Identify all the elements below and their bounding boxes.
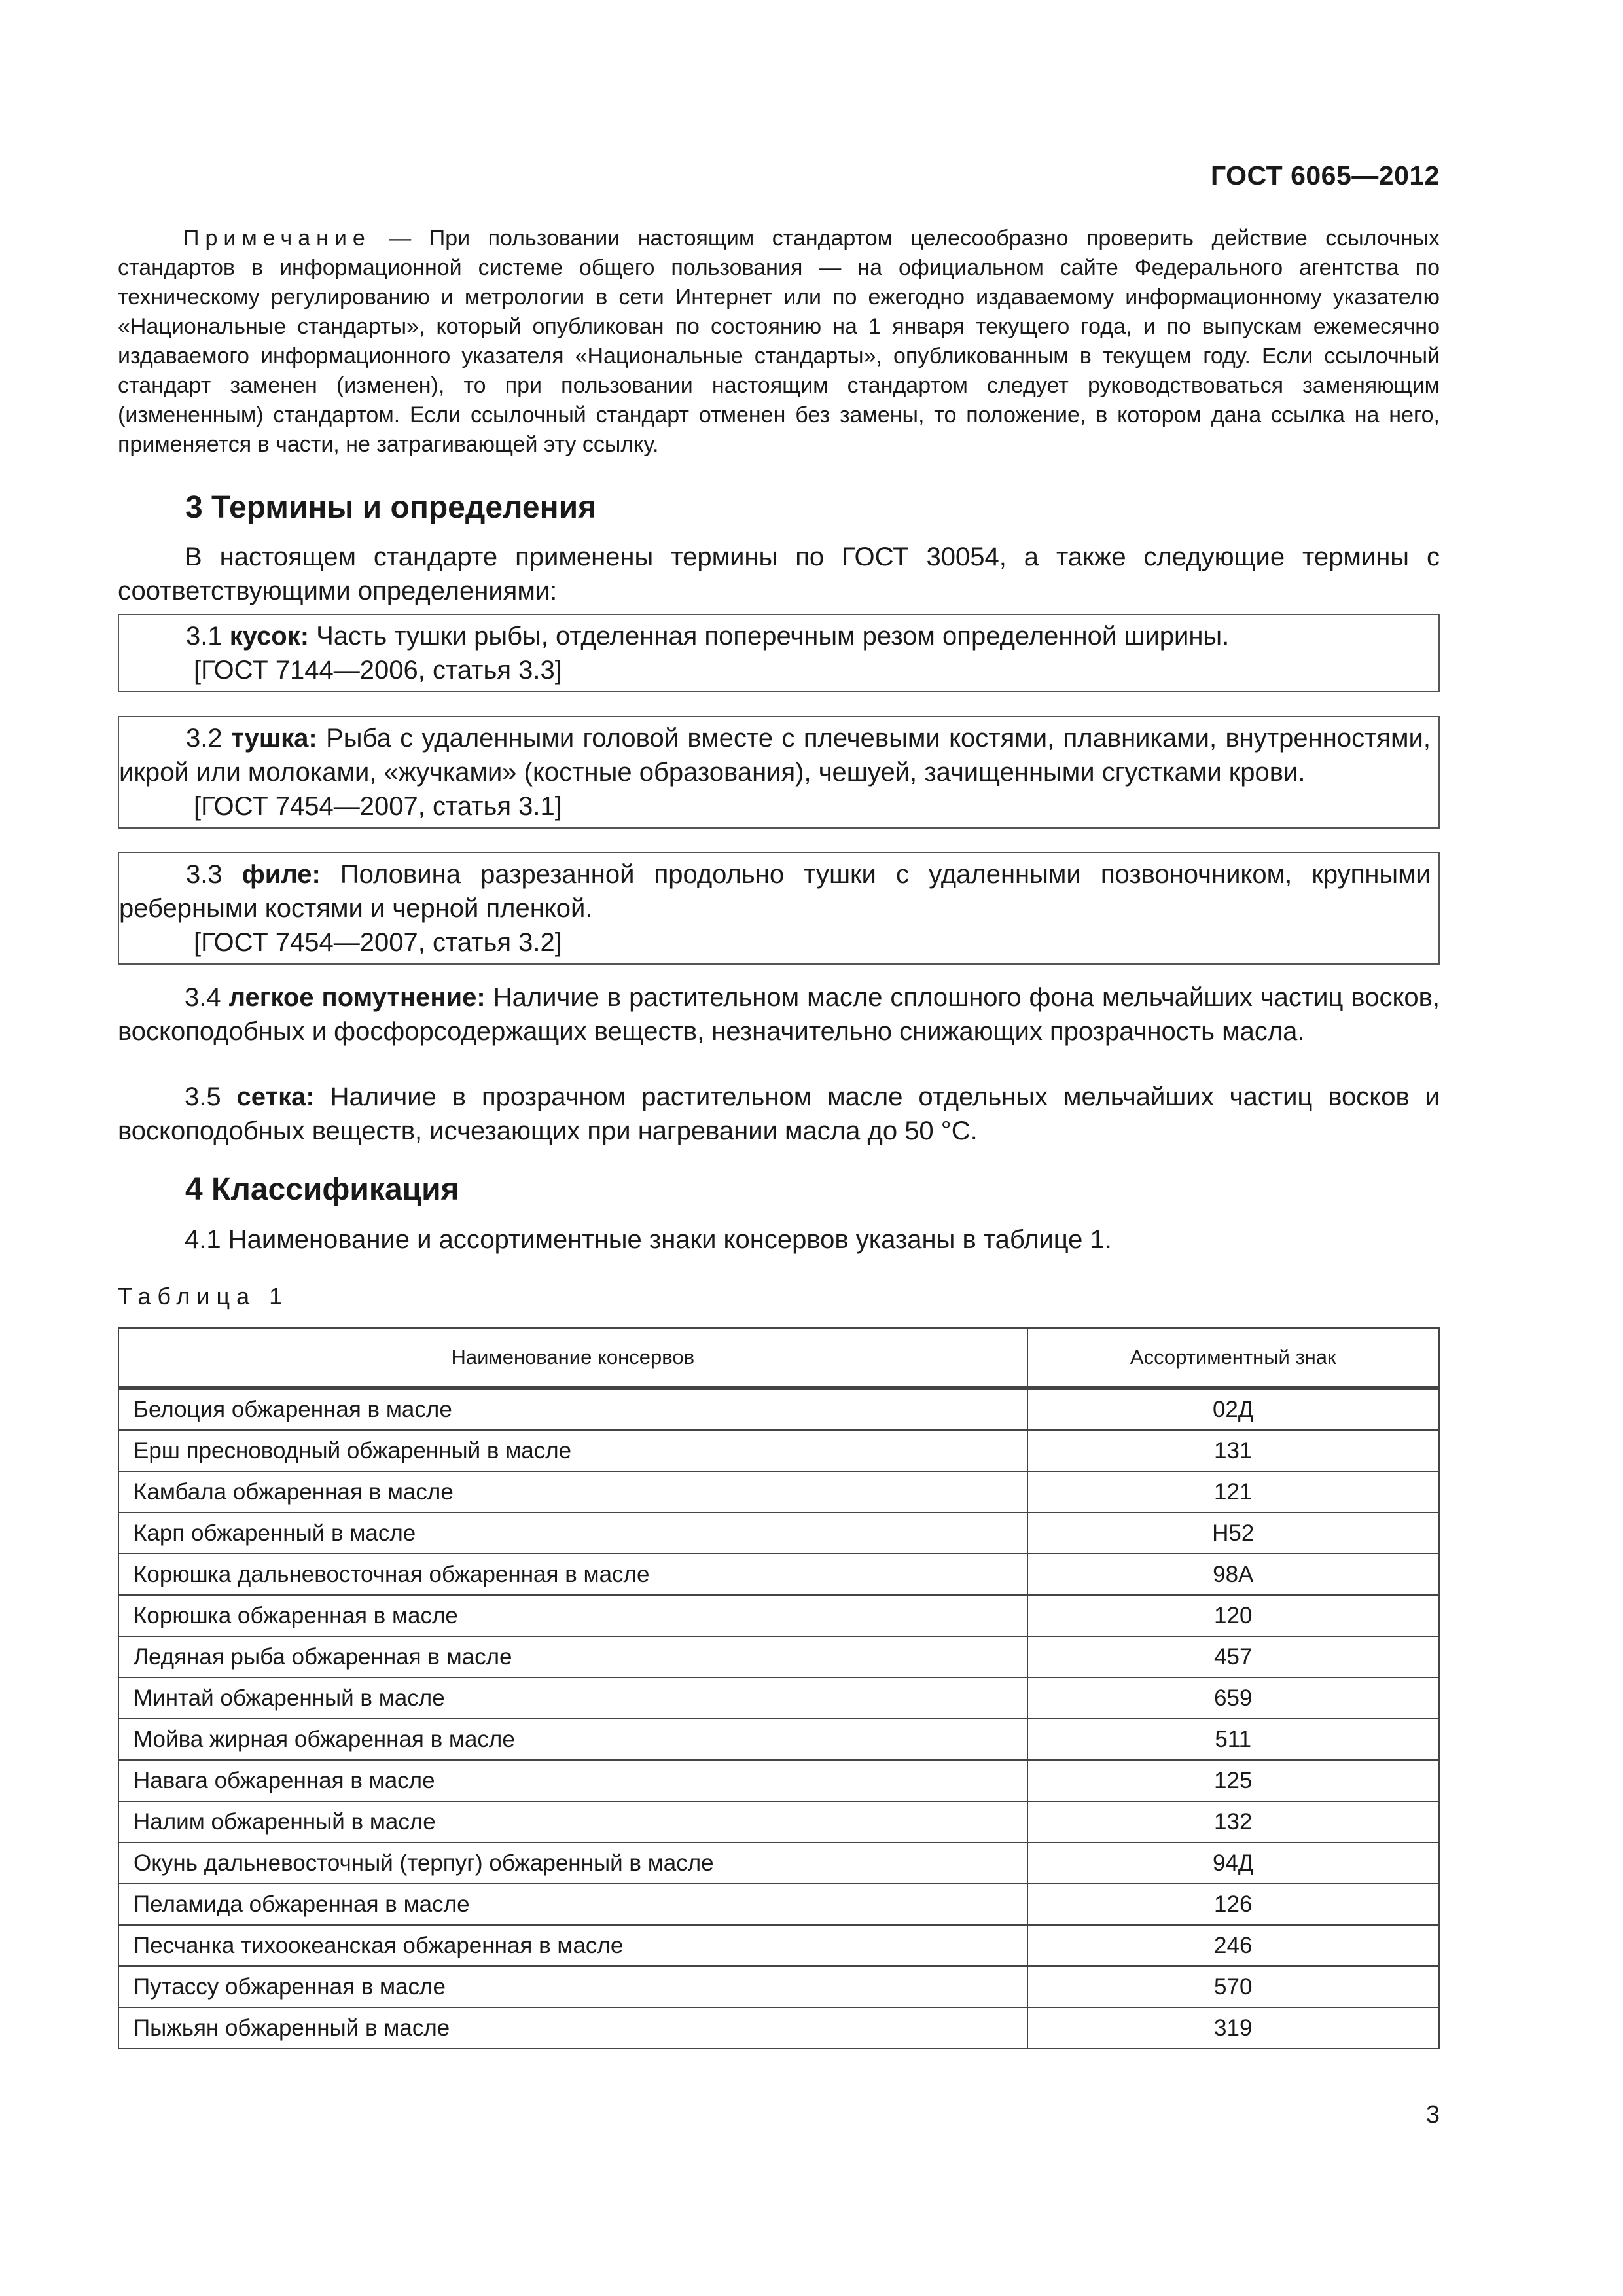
assortment-code-cell: 120 xyxy=(1027,1595,1439,1636)
assortment-code-cell: 570 xyxy=(1027,1966,1439,2007)
term-box-3-3 xyxy=(118,852,1440,965)
table-row xyxy=(118,1471,1439,1513)
table-row xyxy=(118,1719,1439,1760)
table-body xyxy=(118,1388,1439,2049)
table-row xyxy=(118,1554,1439,1595)
table-row xyxy=(118,1760,1439,1801)
term-box-3-2 xyxy=(118,716,1440,829)
product-name-cell: Белоция обжаренная в масле xyxy=(118,1388,1027,1431)
header-name: Наименование консервов xyxy=(118,1328,1027,1388)
product-name-cell: Навага обжаренная в масле xyxy=(118,1760,1027,1801)
assortment-code-cell: 125 xyxy=(1027,1760,1439,1801)
term-name: сетка: xyxy=(236,1083,315,1111)
assortment-code-cell: 132 xyxy=(1027,1801,1439,1842)
table-row xyxy=(118,1513,1439,1554)
assortment-code-cell: 94Д xyxy=(1027,1842,1439,1884)
assortment-code-cell: 319 xyxy=(1027,2007,1439,2049)
product-name-cell: Окунь дальневосточный (терпуг) обжаренный в масле xyxy=(118,1842,1027,1884)
term-3-3: 3.3 филе: Половина разрезанной продольно тушки с удаленными позвоночником, крупными реберными костями и черной пленкой. xyxy=(119,860,1431,923)
product-name-cell: Карп обжаренный в масле xyxy=(118,1513,1027,1554)
table-header-row xyxy=(118,1328,1439,1388)
term-3-5: 3.5 сетка: Наличие в прозрачном растительном масле отдельных мельчайших частиц восков и воскоподобных веществ, исчезающих при нагревании масла до 50 °С. xyxy=(118,1083,1440,1145)
document-id-header: ГОСТ 6065—2012 xyxy=(1210,160,1440,190)
header-code: Ассортиментный знак xyxy=(1027,1328,1439,1388)
table-row xyxy=(118,1595,1439,1636)
table-row xyxy=(118,1430,1439,1471)
assortment-code-cell: 98А xyxy=(1027,1554,1439,1595)
product-name-cell: Песчанка тихоокеанская обжаренная в масле xyxy=(118,1925,1027,1966)
section-4-1: 4.1 Наименование и ассортиментные знаки консервов указаны в таблице 1. xyxy=(185,1225,1112,1254)
term-name: кусок: xyxy=(229,622,310,651)
term-3-2: 3.2 тушка: Рыба с удаленными головой вместе с плечевыми костями, плавниками, внутренностями, икрой или молоками, «жучками» (костные образования), чешуей, зачищенными сгустками крови. xyxy=(119,724,1431,787)
product-name-cell: Пыжьян обжаренный в масле xyxy=(118,2007,1027,2049)
term-box-3-1 xyxy=(118,614,1440,692)
reference-note xyxy=(118,224,1440,459)
product-name-cell: Минтай обжаренный в масле xyxy=(118,1677,1027,1719)
table-row xyxy=(118,1801,1439,1842)
term-3-4: 3.4 легкое помутнение: Наличие в растительном масле сплошного фона мельчайших частиц восков, воскоподобных и фосфорсодержащих веществ, незначительно снижающих прозрачность масла. xyxy=(118,983,1440,1046)
product-name-cell: Мойва жирная обжаренная в масле xyxy=(118,1719,1027,1760)
table-row xyxy=(118,1925,1439,1966)
product-name-cell: Ерш пресноводный обжаренный в масле xyxy=(118,1430,1027,1471)
section-4-title: 4 Классификация xyxy=(185,1172,459,1207)
table-row xyxy=(118,1966,1439,2007)
table-caption: Таблица 1 xyxy=(118,1283,289,1310)
table-row xyxy=(118,1388,1439,1431)
note-label: Примечание xyxy=(183,226,371,251)
product-name-cell: Ледяная рыба обжаренная в масле xyxy=(118,1636,1027,1677)
assortment-code-cell: 121 xyxy=(1027,1471,1439,1513)
term-source: [ГОСТ 7144—2006, статья 3.3] xyxy=(194,656,562,685)
assortment-code-cell: 126 xyxy=(1027,1884,1439,1925)
product-name-cell: Корюшка дальневосточная обжаренная в масле xyxy=(118,1554,1027,1595)
term-source: [ГОСТ 7454—2007, статья 3.1] xyxy=(194,792,562,821)
product-name-cell: Пеламида обжаренная в масле xyxy=(118,1884,1027,1925)
table-row xyxy=(118,1677,1439,1719)
assortment-code-cell: 511 xyxy=(1027,1719,1439,1760)
product-name-cell: Путассу обжаренная в масле xyxy=(118,1966,1027,2007)
table-row xyxy=(118,1636,1439,1677)
table-row xyxy=(118,2007,1439,2049)
term-3-1: 3.1 кусок: Часть тушки рыбы, отделенная поперечным резом определенной ширины. xyxy=(186,622,1230,651)
product-name-cell: Корюшка обжаренная в масле xyxy=(118,1595,1027,1636)
assortment-code-cell: 659 xyxy=(1027,1677,1439,1719)
table-row xyxy=(118,1842,1439,1884)
note-text: — При пользовании настоящим стандартом целесообразно проверить действие ссылочных стандартов в информационной системе общего пользования — на официальном сайте Федерального агентства по техническому регулированию и метрологии в сети Интернет или по ежегодно издаваемому информационному указателю «Национальные стандарты», который опубликован по состоянию на 1 января текущего года, и по выпускам ежемесячно издаваемого информационного указателя «Национальные стандарты», опубликованным в текущем году. Если ссылочный стандарт заменен (изменен), то при пользовании настоящим стандартом следует руководствоваться заменяющим (измененным) стандартом. Если ссылочный стандарт отменен без замены, то положение, в котором дана ссылка на него, применяется в части, не затрагивающей эту ссылку. xyxy=(118,226,1440,457)
term-name: тушка: xyxy=(230,724,317,753)
page-number: 3 xyxy=(1425,2101,1440,2128)
assortment-code-cell: Н52 xyxy=(1027,1513,1439,1554)
assortment-code-cell: 457 xyxy=(1027,1636,1439,1677)
assortment-code-cell: 02Д xyxy=(1027,1388,1439,1431)
term-name: филе: xyxy=(241,860,321,889)
section-3-intro: В настоящем стандарте применены термины по ГОСТ 30054, а также следующие термины с соответствующими определениями: xyxy=(118,543,1440,605)
term-name: легкое помутнение: xyxy=(228,983,486,1012)
assortment-code-cell: 131 xyxy=(1027,1430,1439,1471)
section-3-title: 3 Термины и определения xyxy=(185,490,597,525)
table-1 xyxy=(118,1327,1440,2049)
product-name-cell: Камбала обжаренная в масле xyxy=(118,1471,1027,1513)
table-row xyxy=(118,1884,1439,1925)
product-name-cell: Налим обжаренный в масле xyxy=(118,1801,1027,1842)
assortment-code-cell: 246 xyxy=(1027,1925,1439,1966)
term-source: [ГОСТ 7454—2007, статья 3.2] xyxy=(194,928,562,957)
